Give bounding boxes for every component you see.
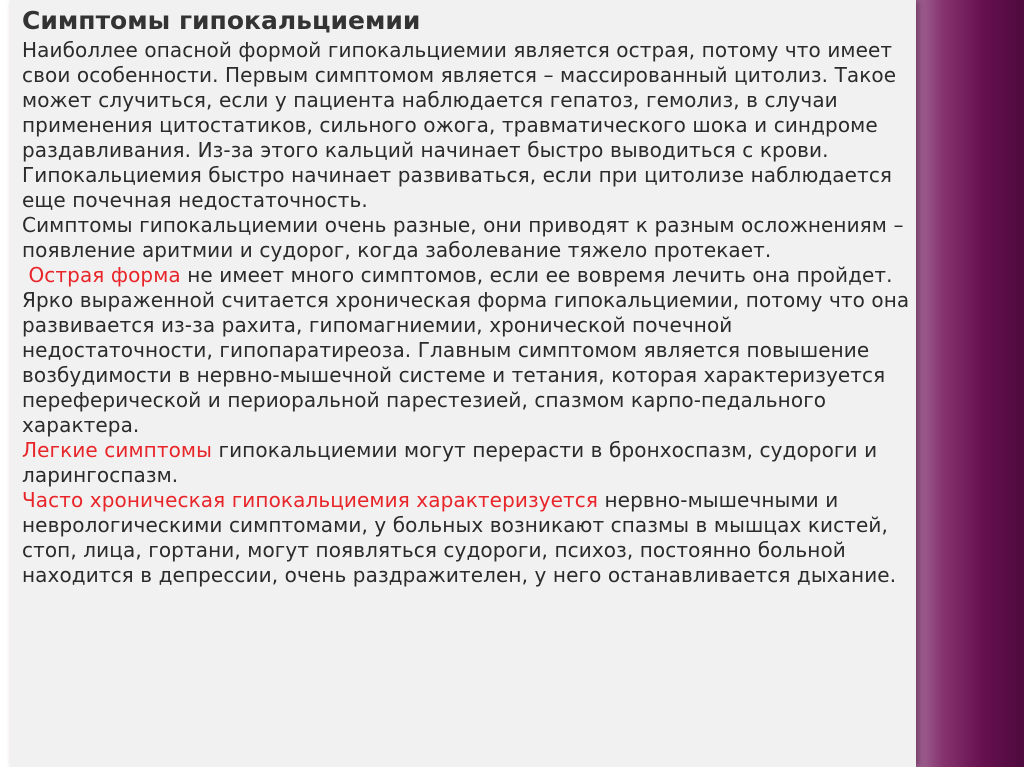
paragraph-symptoms-various: Симптомы гипокальциемии очень разные, они приводят к разным осложнениям – появление аритмии и судорог, когда заболевание тяжело протекает. — [22, 213, 904, 262]
paragraph-chronic-characteristics — [22, 488, 914, 588]
paragraph-acute-treatment-text: не имеет много симптомов, если ее вовремя лечить она пройдет. — [180, 263, 893, 287]
slide-content — [22, 4, 914, 588]
paragraph-mild-symptoms-text: гипокальциемии могут перерасти в бронхоспазм, судороги и ларингоспазм. — [22, 438, 878, 487]
paragraph-mild-symptoms — [22, 438, 914, 488]
highlight-chronic-characteristics: Часто хроническая гипокальциемия характеризуется — [22, 488, 599, 512]
paragraph-acute-treatment — [22, 263, 914, 288]
paragraph-acute-form: Наиболлее опасной формой гипокальциемии является острая, потому что имеет свои особенности. Первым симптомом является – массированный цитолиз. Такое может случиться, если у пациента наблюдается гепатоз, гемолиз, в случаи применения цитостатиков, сильного ожога, травматического шока и синдроме раздавливания. Из-за этого кальций начинает быстро выводиться с крови. Гипокальциемия быстро начинает развиваться, если при цитолизе наблюдается еще почечная недостаточность. — [22, 38, 897, 212]
slide-title: Симптомы гипокальциемии — [22, 6, 421, 35]
paragraph-chronic-characteristics-text: нервно-мышечными и неврологическими симптомами, у больных возникают спазмы в мышцах кистей, стоп, лица, гортани, могут появляться судороги, психоз, постоянно больной находится в депрессии, очень раздражителен, у него останавливается дыхание. — [22, 488, 897, 587]
paragraph-chronic-form: Ярко выраженной считается хроническая форма гипокальциемии, потому что она развивается из-за рахита, гипомагниемии, хронической почечной недостаточности, гипопаратиреоза. Главным симптомом является повышение возбудимости в нервно-мышечной системе и тетания, которая характеризуется переферической и периоральной парестезией, спазмом карпо-педального характера. — [22, 288, 910, 437]
highlight-mild-symptoms: Легкие симптомы — [22, 438, 213, 462]
highlight-acute-form: Острая форма — [28, 263, 181, 287]
